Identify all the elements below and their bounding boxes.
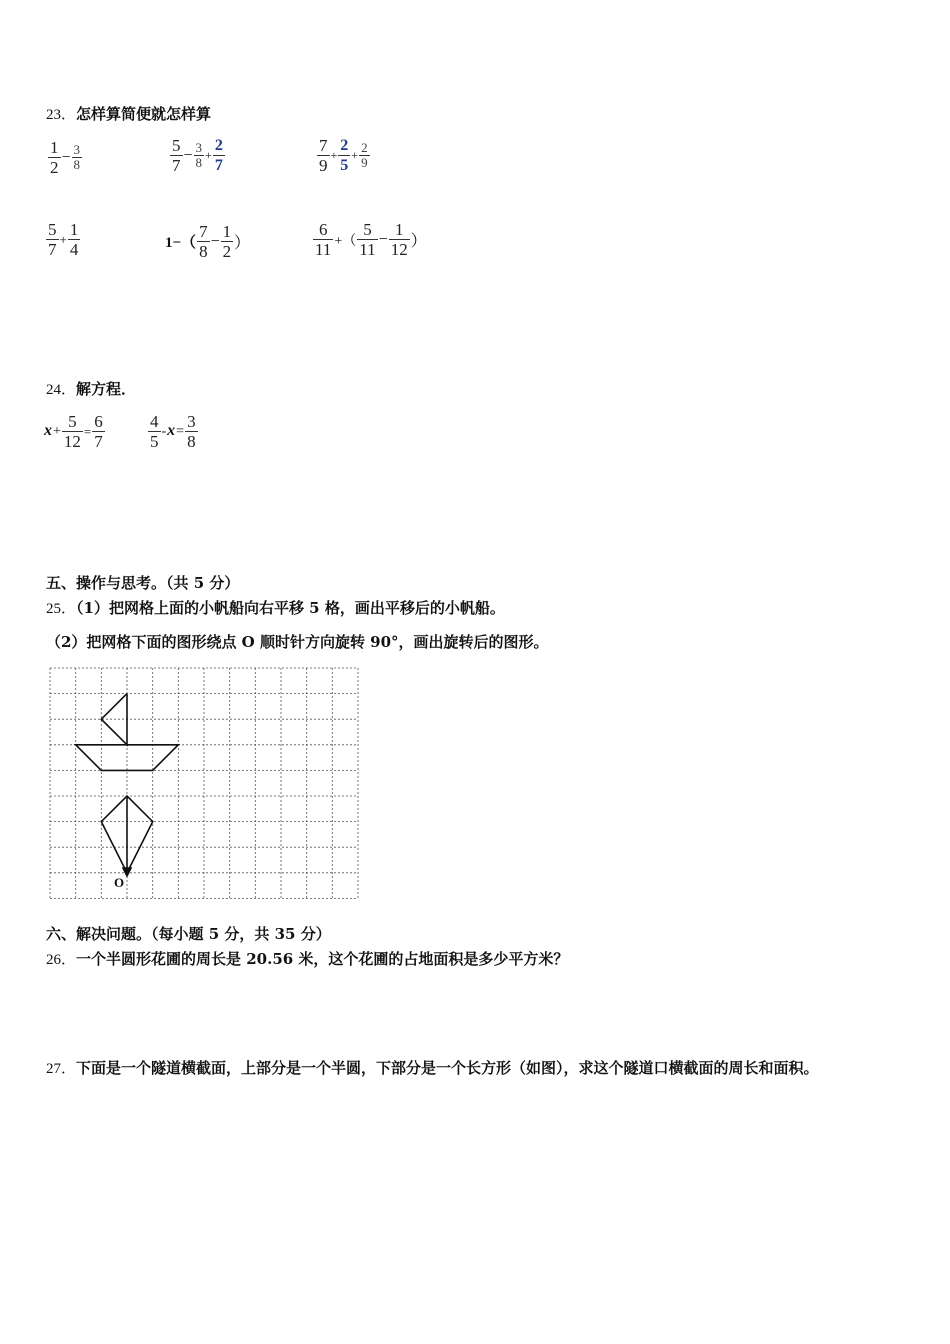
operator: ） <box>234 235 251 252</box>
question-25-part2 <box>46 631 549 652</box>
question-25-part1 <box>46 597 505 618</box>
expression-3 <box>317 136 370 175</box>
fraction: $\frac{1}{2}$ <box>222 222 232 261</box>
operator: 1−（ <box>165 235 197 251</box>
operator: + <box>59 231 67 247</box>
operator: − <box>210 232 220 250</box>
fraction: $\frac{2}{5}$ <box>340 137 349 174</box>
fraction: $\frac{7}{9}$ <box>319 136 328 175</box>
question-text: 一个半圆形花圃的周长是 20.56 米，这个花圃的占地面积是多少平方米？ <box>76 950 569 968</box>
fraction: $\frac{6}{11}$ <box>315 220 332 259</box>
operator: + <box>330 148 338 162</box>
operator: − <box>378 230 388 248</box>
equation-2 <box>148 412 198 451</box>
fraction: $\frac{6}{7}$ <box>94 412 103 451</box>
question-title: 解方程． <box>76 380 137 398</box>
question-26 <box>46 948 568 969</box>
expression-4 <box>46 220 80 259</box>
fraction: $\frac{5}{12}$ <box>63 412 81 451</box>
expression-2 <box>170 136 225 175</box>
fraction: $\frac{5}{7}$ <box>48 220 57 259</box>
fraction: $\frac{7}{8}$ <box>199 222 208 261</box>
operator: − <box>183 146 193 164</box>
fraction: $\frac{1}{12}$ <box>390 220 408 259</box>
fraction: $\frac{4}{5}$ <box>150 412 159 451</box>
fraction: $\frac{2}{7}$ <box>214 137 223 174</box>
operator: ） <box>410 233 427 250</box>
pivot-label: O <box>114 875 125 890</box>
fraction: $\frac{5}{7}$ <box>172 136 181 175</box>
operator: +（ <box>334 233 357 249</box>
grid-lines <box>50 668 358 898</box>
expression-1 <box>48 138 82 177</box>
operator: + <box>205 148 212 162</box>
question-title: 怎样算简便就怎样算 <box>76 105 212 123</box>
sailboat-shape <box>76 694 179 771</box>
fraction: $\frac{1}{2}$ <box>50 138 59 177</box>
operator: + <box>53 423 61 439</box>
question-text: 下面是一个隧道横截面，上部分是一个半圆，下部分是一个长方形（如图），求这个隧道口横截面的周长和面积。 <box>76 1059 819 1077</box>
fraction: $\frac{5}{11}$ <box>359 220 376 259</box>
question-24-header <box>46 378 136 399</box>
question-number: 27． <box>46 1061 77 1077</box>
section-5-title: 五、操作与思考。（共 5 分） <box>46 574 240 592</box>
question-text: （1）把网格上面的小帆船向右平移 5 格，画出平移后的小帆船。 <box>76 599 505 617</box>
variable: x <box>167 422 176 440</box>
fraction: $\frac{1}{4}$ <box>69 220 79 259</box>
operator: + <box>351 148 359 162</box>
expression-5 <box>164 222 251 261</box>
question-23-header <box>46 103 211 124</box>
question-number: 26． <box>46 952 77 968</box>
operator: = <box>176 423 185 439</box>
section-6-title: 六、解决问题。（每小题 5 分，共 35 分） <box>46 925 331 943</box>
question-27 <box>46 1057 819 1078</box>
fraction: $\frac{2}{9}$ <box>361 140 368 170</box>
operator: = <box>83 423 92 439</box>
kite-shape <box>101 796 152 876</box>
operator: − <box>61 148 71 166</box>
pivot-point-marker <box>123 868 131 876</box>
fraction: $\frac{3}{8}$ <box>195 140 203 170</box>
question-number: 24． <box>46 382 77 398</box>
equation-1 <box>44 412 105 451</box>
grid-figure <box>48 666 360 902</box>
operator: - <box>161 423 167 439</box>
fraction: $\frac{3}{8}$ <box>73 142 81 172</box>
question-number: 23． <box>46 107 77 123</box>
expression-6 <box>313 220 428 259</box>
variable: x <box>44 422 52 440</box>
fraction: $\frac{3}{8}$ <box>187 412 196 451</box>
question-number: 25． <box>46 601 77 617</box>
question-text: （2）把网格下面的图形绕点 O 顺时针方向旋转 90°，画出旋转后的图形。 <box>46 633 549 651</box>
